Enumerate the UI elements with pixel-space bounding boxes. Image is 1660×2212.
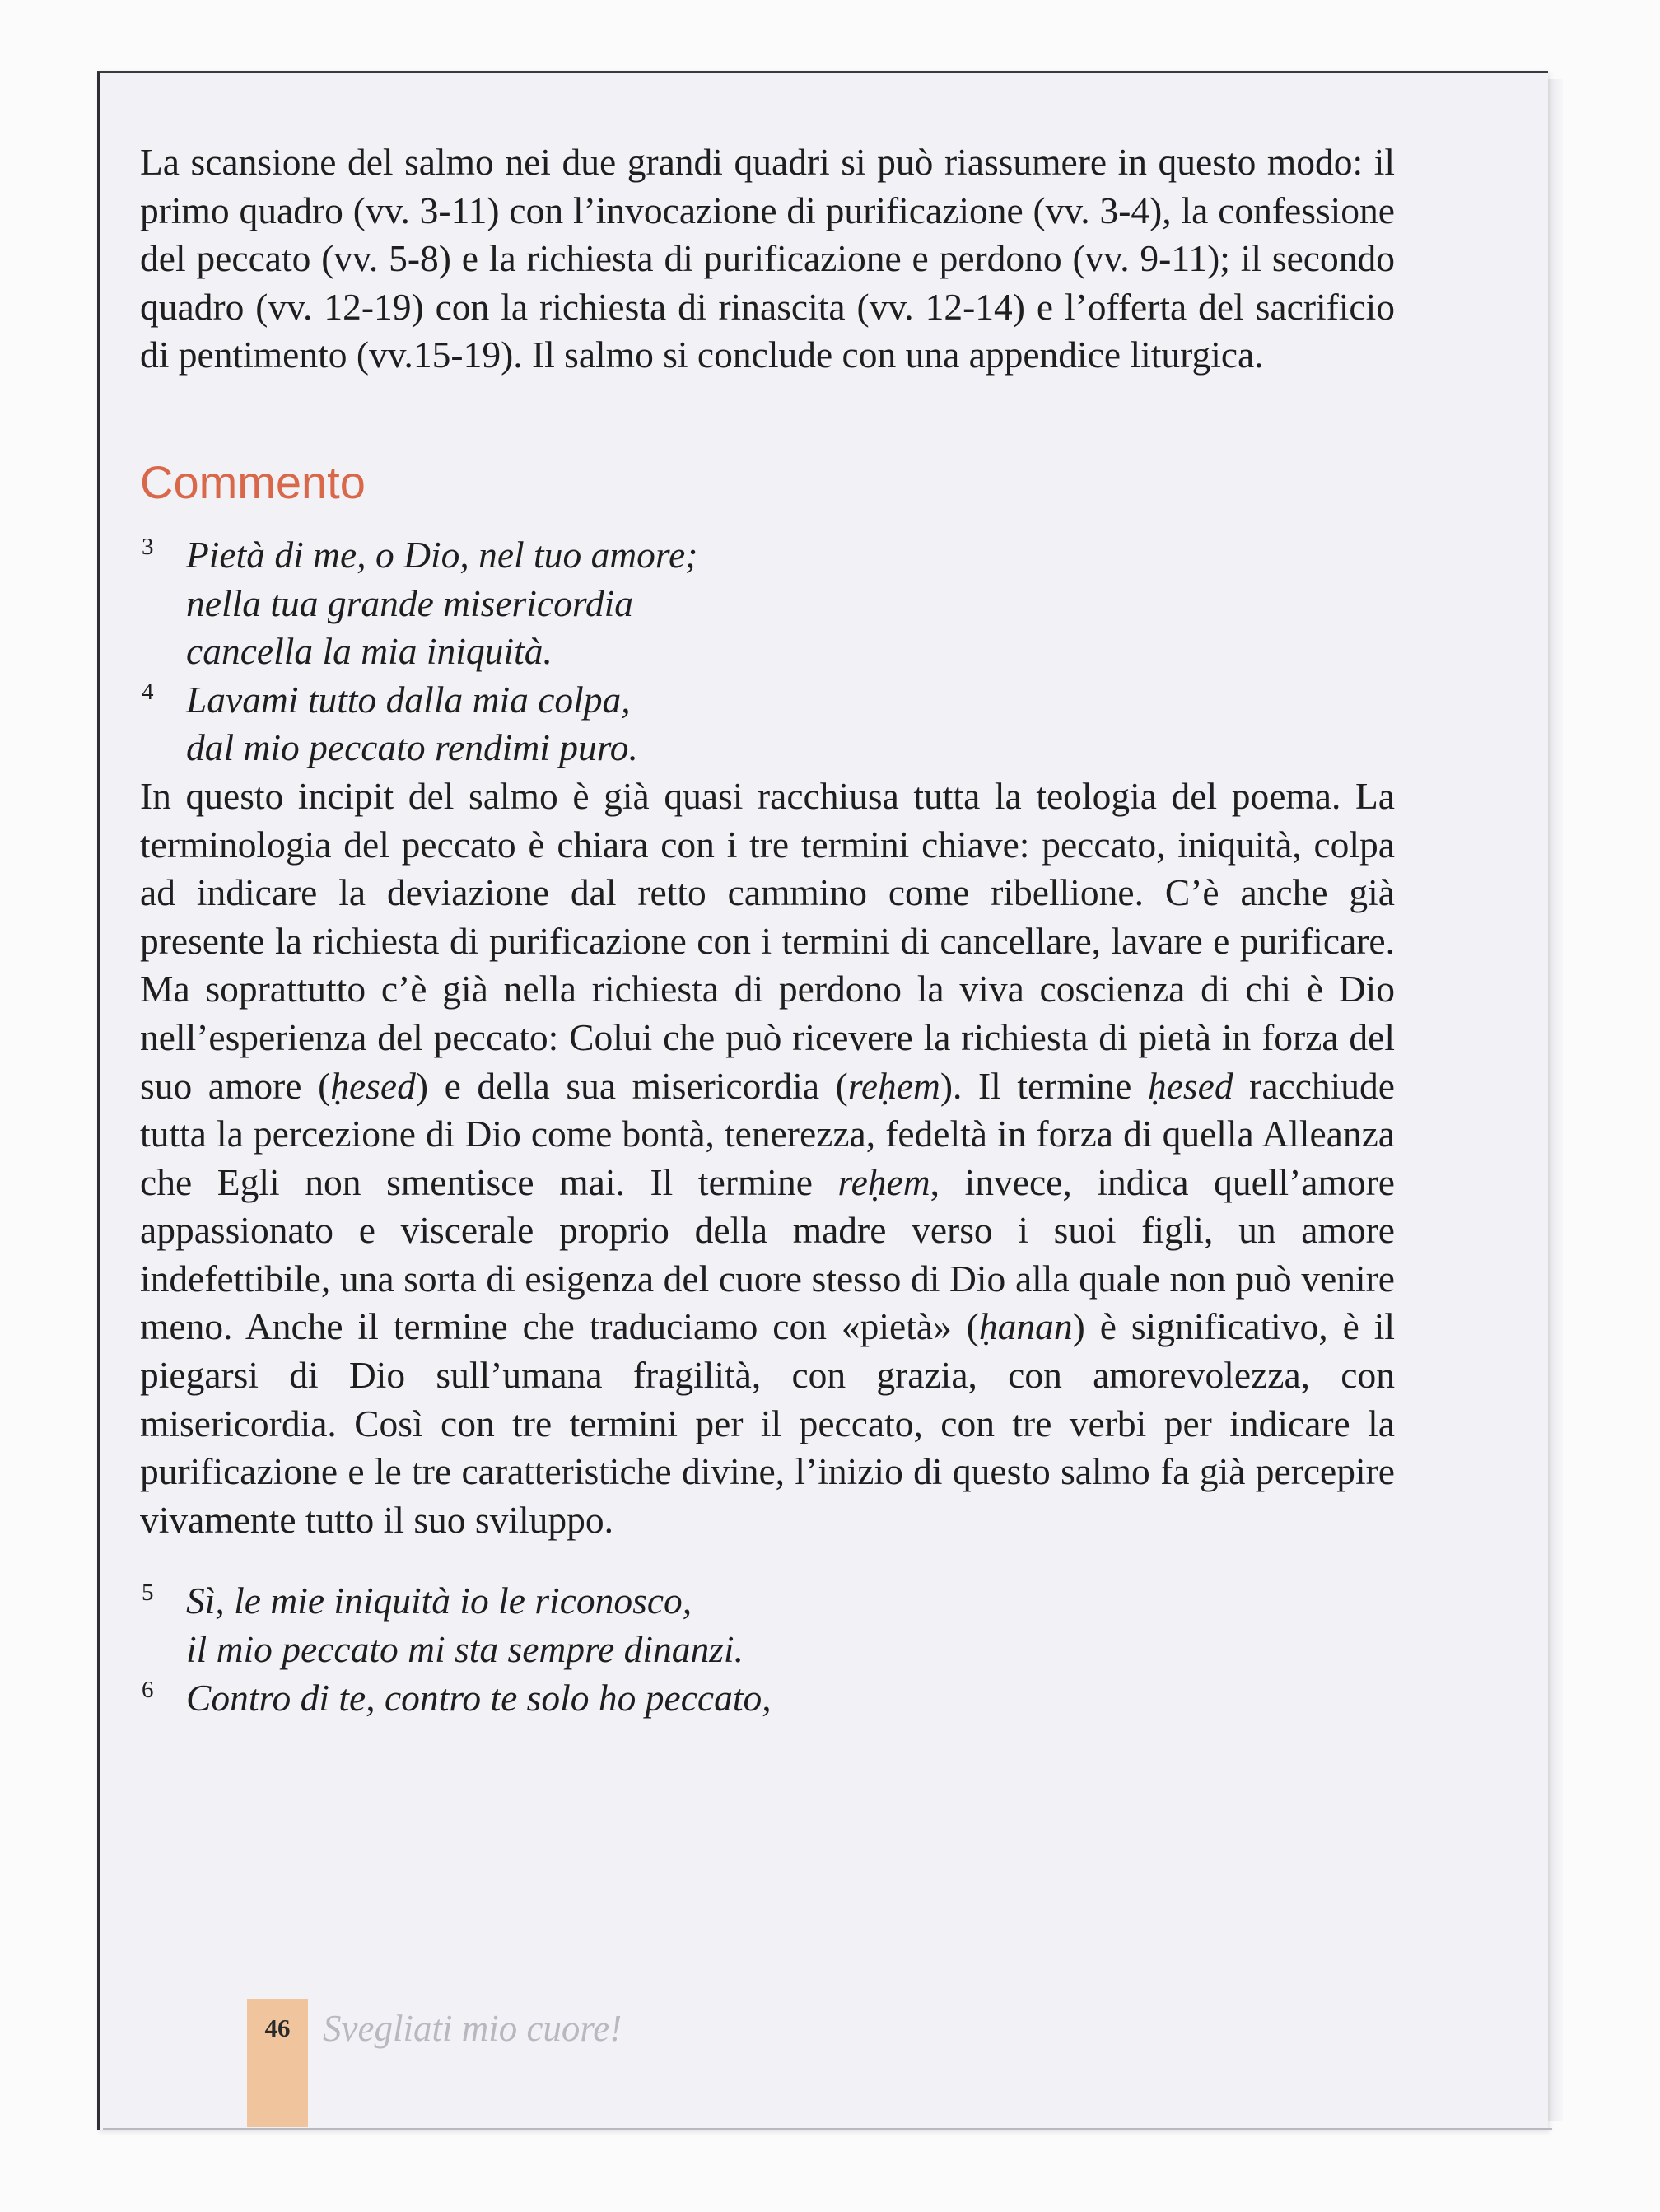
commentary-text: ). Il termine bbox=[940, 1064, 1148, 1107]
verse-line: cancella la mia iniquità. bbox=[186, 630, 553, 673]
commentary-text: racchiude tutta la percezione di Dio come bontà, tenerezza, fedeltà in forza di quella Alleanza che Egli non smentisce mai. Il termine bbox=[140, 1064, 1395, 1203]
verse-number: 4 bbox=[142, 678, 154, 705]
verse-4 bbox=[140, 676, 1395, 772]
verse-line: il mio peccato mi sta sempre dinanzi. bbox=[186, 1628, 744, 1671]
verse-block-1 bbox=[140, 531, 1395, 772]
running-title: Svegliati mio cuore! bbox=[323, 2008, 622, 2049]
verse-number: 5 bbox=[142, 1580, 154, 1607]
verse-line: Lavami tutto dalla mia colpa, bbox=[186, 678, 631, 721]
hebrew-term-hesed: ḥesed bbox=[1147, 1064, 1233, 1107]
page-content bbox=[140, 138, 1395, 1722]
page-number: 46 bbox=[264, 2014, 291, 2042]
page-bottom-edge bbox=[103, 2128, 1552, 2130]
verse-number: 3 bbox=[142, 533, 154, 560]
hebrew-term-rehem: reḥem bbox=[847, 1064, 940, 1107]
verse-line: Contro di te, contro te solo ho peccato, bbox=[186, 1676, 772, 1719]
verse-6 bbox=[140, 1674, 1395, 1723]
commentary-text: ) è significativo, è il piegarsi di Dio sull’umana fragilità, con grazia, con amorevolezza, con misericordia. Così con tre termini per il peccato, con tre verbi per indicare la purificazione e le tre caratteristiche divine, l’inizio di questo salmo fa già percepire vivamente tutto il suo sviluppo. bbox=[140, 1305, 1395, 1541]
hebrew-term-hanan: ḥanan bbox=[978, 1305, 1073, 1348]
commentary-paragraph bbox=[140, 772, 1395, 1545]
verse-line: Sì, le mie iniquità io le riconosco, bbox=[186, 1580, 692, 1622]
commentary-text: In questo incipit del salmo è già quasi racchiusa tutta la teologia del poema. La terminologia del peccato è chiara con i tre termini chiave: peccato, iniquità, colpa ad indicare la deviazione dal retto cammino come ribellione. C’è anche già presente la richiesta di purificazione con i termini di cancellare, lavare e purificare. Ma soprattutto c’è già nella richiesta di perdono la viva coscienza di chi è Dio nell’esperienza del peccato: Colui che può ricevere la richiesta di pietà in forza del suo amore ( bbox=[140, 774, 1395, 1107]
verse-line: nella tua grande misericordia bbox=[186, 581, 634, 624]
verse-3 bbox=[140, 531, 1395, 676]
page-number-tab bbox=[247, 1999, 308, 2127]
verse-number: 6 bbox=[142, 1676, 154, 1703]
hebrew-term-rehem: reḥem bbox=[837, 1160, 930, 1203]
commentary-text: ) e della sua misericordia ( bbox=[415, 1064, 848, 1107]
verse-line: Pietà di me, o Dio, nel tuo amore; bbox=[186, 533, 698, 576]
commentary-text: , invece, indica quell’amore appassionato e viscerale proprio della madre verso i suoi figli, un amore indefettibile, una sorta di esigenza del cuore stesso di Dio alla quale non può venire meno. Anche il termine che traduciamo con «pietà» ( bbox=[140, 1160, 1395, 1348]
section-heading: Commento bbox=[140, 455, 366, 508]
verse-block-2 bbox=[140, 1577, 1395, 1722]
verse-5 bbox=[140, 1577, 1395, 1673]
hebrew-term-hesed: ḥesed bbox=[330, 1064, 416, 1107]
intro-paragraph: La scansione del salmo nei due grandi quadri si può riassumere in questo modo: il primo quadro (vv. 3-11) con l’invocazione di purificazione (vv. 3-4), la confessione del peccato (vv. 5-8) e la richiesta di purificazione e perdono (vv. 9-11); il secondo quadro (vv. 12-19) con la richiesta di rinascita (vv. 12-14) e l’offerta del sacrificio di pentimento (vv.15-19). Il salmo si conclude con una appendice liturgica. bbox=[140, 141, 1395, 376]
page-footer bbox=[247, 1999, 988, 2127]
verse-line: dal mio peccato rendimi puro. bbox=[186, 726, 638, 769]
